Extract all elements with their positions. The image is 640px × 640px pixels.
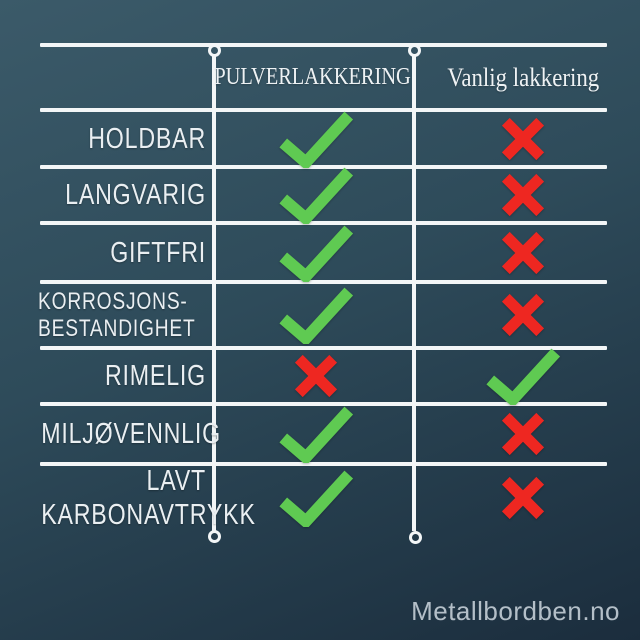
- table-row-rimelig: [0, 350, 640, 402]
- row-label: [0, 225, 206, 280]
- row-label: [0, 350, 206, 402]
- cross-icon: [500, 172, 547, 219]
- table-row-lavt-karbonavtrykk: [0, 466, 640, 530]
- row-label: [0, 169, 206, 221]
- table-row-giftfri: [0, 225, 640, 280]
- cross-icon: [293, 353, 340, 400]
- column-header-label: PULVERLAKKERING: [214, 64, 412, 90]
- row-label-line: KARBONAVTRYKK: [41, 499, 256, 531]
- check-icon: [277, 405, 355, 463]
- brand-watermark: Metallbordben.no: [411, 596, 620, 626]
- row-label-line: HOLDBAR: [88, 122, 206, 155]
- cross-icon: [500, 229, 547, 276]
- row-label: [38, 284, 238, 346]
- check-icon: [484, 347, 562, 405]
- row-label: [0, 112, 206, 165]
- check-icon: [277, 224, 355, 282]
- row-label-line: BESTANDIGHET: [38, 315, 196, 342]
- row-label: [0, 465, 256, 531]
- connector-dot-icon: [409, 531, 422, 544]
- table-row-korrosjonsbestandighet: [0, 284, 640, 346]
- column-header-vanlig-lakkering: [412, 47, 634, 108]
- cross-icon: [500, 115, 547, 162]
- check-icon: [277, 110, 355, 168]
- row-label-line: KORROSJONS-: [38, 288, 188, 315]
- table-row-holdbar: [0, 112, 640, 165]
- check-icon: [277, 469, 355, 527]
- row-label-line: LAVT: [146, 465, 206, 497]
- row-label-line: LANGVARIG: [65, 179, 206, 211]
- column-header-pulverlakkering: [214, 47, 412, 108]
- column-header-label: Vanlig lakkering: [447, 62, 599, 92]
- row-label-line: RIMELIG: [105, 360, 206, 392]
- connector-dot-icon: [208, 530, 221, 543]
- row-label-line: GIFTFRI: [110, 236, 206, 269]
- cross-icon: [500, 475, 547, 522]
- row-label: [0, 406, 221, 462]
- table-row-miljovennlig: [0, 406, 640, 462]
- check-icon: [277, 286, 355, 344]
- table-row-langvarig: [0, 169, 640, 221]
- cross-icon: [500, 292, 547, 339]
- row-label-line: MILJØVENNLIG: [41, 418, 221, 450]
- check-icon: [277, 166, 355, 224]
- cross-icon: [500, 411, 547, 458]
